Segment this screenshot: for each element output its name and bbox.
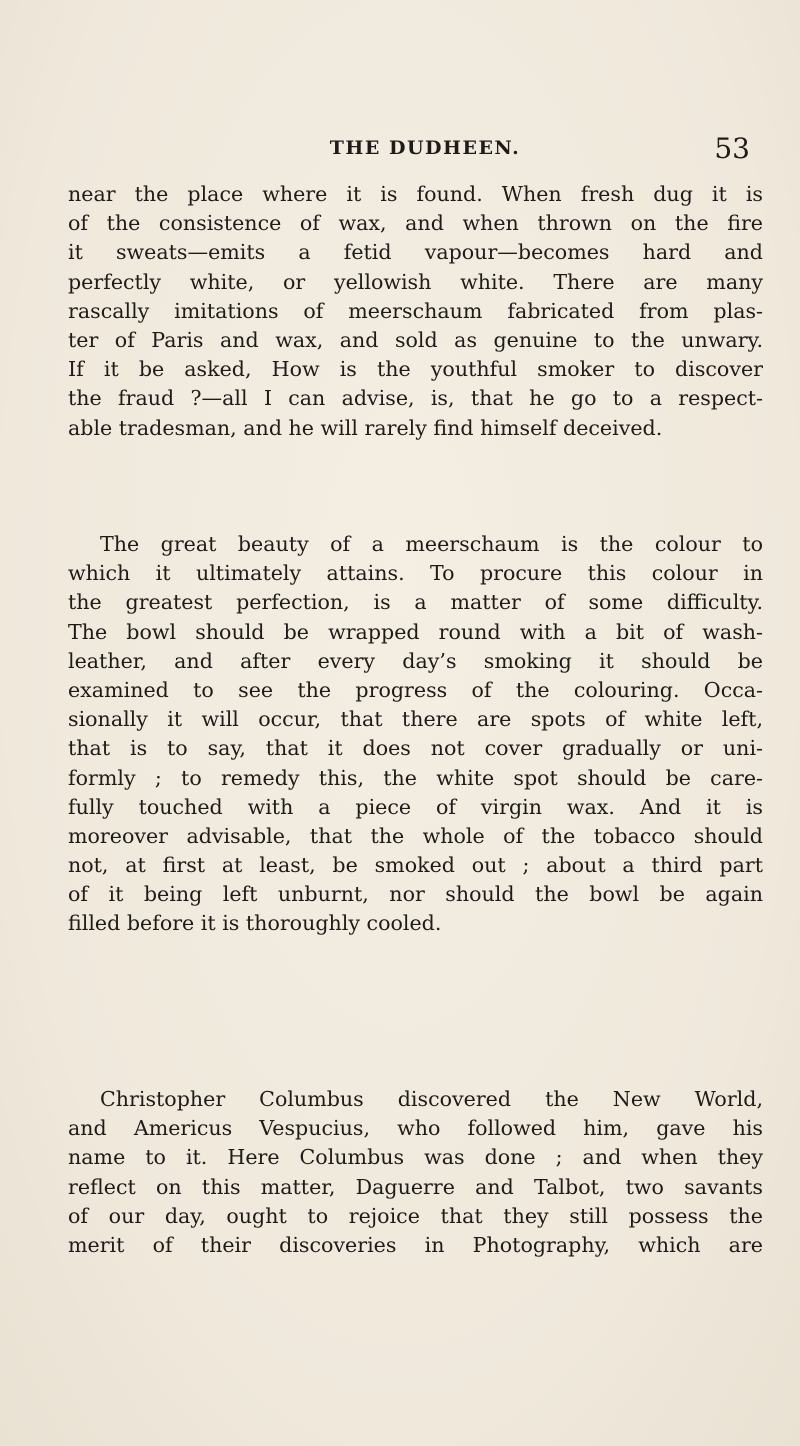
text-line: merit of their discoveries in Photography, which are [68, 1232, 763, 1257]
text-line: ter of Paris and wax, and sold as genuine to the unwary. [68, 327, 763, 352]
text-line: The great beauty of a meerschaum is the colour to [100, 532, 763, 556]
running-head-title: THE DUDHEEN. [329, 137, 521, 159]
text-line: the fraud ?—all I can advise, is, that he go to a respect- [68, 386, 763, 411]
text-line: reflect on this matter, Daguerre and Talbot, two savants [68, 1174, 763, 1199]
paragraph-2 [68, 530, 763, 939]
text-line: moreover advisable, that the whole of the tobacco should [68, 823, 763, 848]
page-number: 53 [714, 132, 750, 165]
text-line: The bowl should be wrapped round with a bit of wash- [68, 619, 763, 644]
text-line: If it be asked, How is the youthful smoker to discover [68, 357, 763, 382]
text-line: name to it. Here Columbus was done ; and when they [68, 1145, 763, 1170]
text-line: Christopher Columbus discovered the New World, [100, 1087, 763, 1111]
text-line: sionally it will occur, that there are spots of white left, [68, 707, 763, 732]
text-line: formly ; to remedy this, the white spot should be care- [68, 765, 763, 790]
text-line: perfectly white, or yellowish white. There are many [68, 269, 763, 294]
text-line: able tradesman, and he will rarely find himself deceived. [68, 415, 663, 440]
text-line: leather, and after every day’s smoking it should be [68, 648, 763, 673]
text-line: near the place where it is found. When fresh dug it is [68, 182, 763, 206]
text-line: and Americus Vespucius, who followed him, gave his [68, 1116, 763, 1141]
text-line: rascally imitations of meerschaum fabricated from plas- [68, 298, 763, 323]
text-line: examined to see the progress of the colouring. Occa- [68, 677, 763, 702]
paragraph-3 [68, 1085, 763, 1260]
text-line: that is to say, that it does not cover gradually or uni- [68, 736, 763, 761]
text-line: of our day, ought to rejoice that they still possess the [68, 1203, 763, 1228]
paragraph-1 [68, 180, 763, 443]
text-line: it sweats—emits a fetid vapour—becomes hard and [68, 240, 763, 265]
text-line: not, at first at least, be smoked out ; about a third part [68, 853, 763, 878]
text-line: which it ultimately attains. To procure this colour in [68, 561, 763, 586]
text-line: of the consistence of wax, and when thrown on the fire [68, 211, 763, 236]
text-line: the greatest perfection, is a matter of some difficulty. [68, 590, 763, 615]
text-line: fully touched with a piece of virgin wax. And it is [68, 794, 763, 819]
text-line: filled before it is thoroughly cooled. [68, 911, 442, 936]
running-head [68, 132, 750, 167]
text-line: of it being left unburnt, nor should the bowl be again [68, 882, 763, 907]
